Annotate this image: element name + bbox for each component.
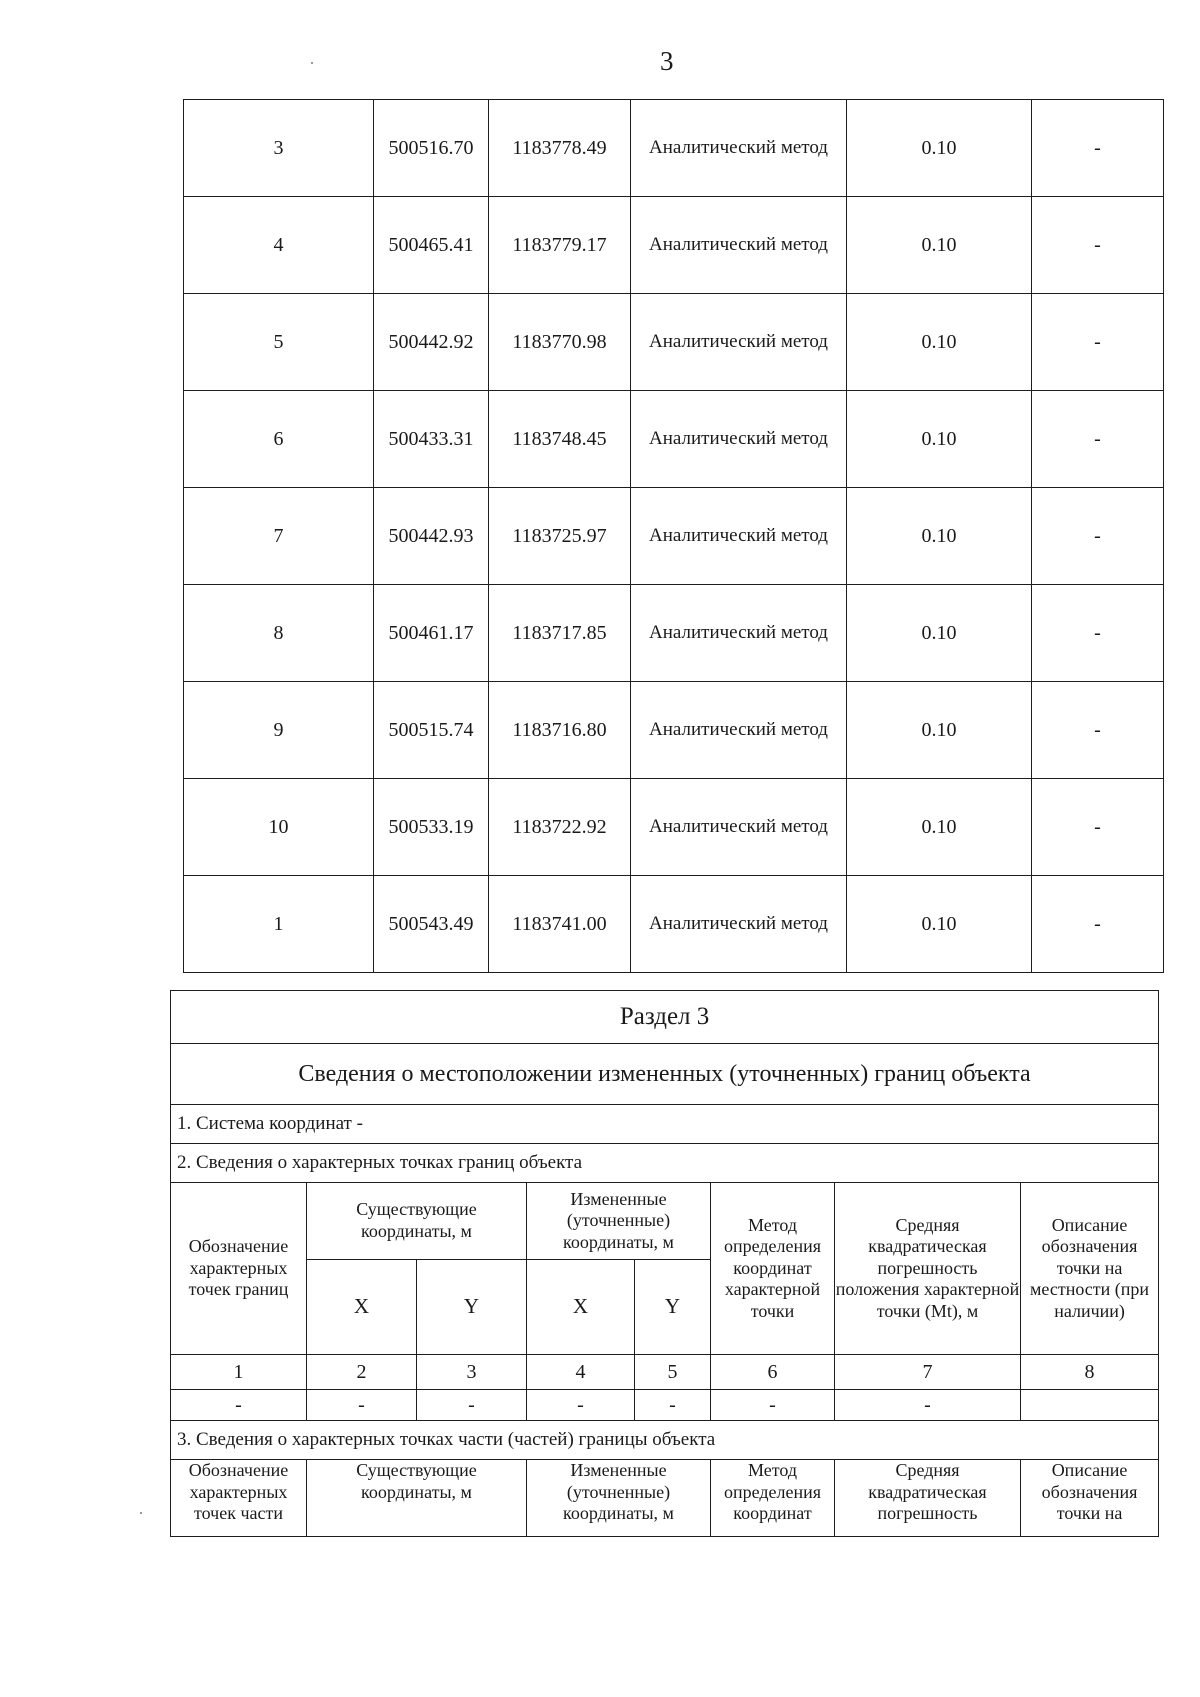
column-number: 3 xyxy=(417,1355,527,1390)
table-row xyxy=(184,876,1164,973)
y-cell: 1183770.98 xyxy=(489,294,631,391)
empty-cell: - xyxy=(835,1390,1021,1421)
y-cell: 1183722.92 xyxy=(489,779,631,876)
method-cell: Аналитический метод xyxy=(631,294,847,391)
column-number: 8 xyxy=(1021,1355,1159,1390)
points-heading: 2. Сведения о характерных точках границ объекта xyxy=(171,1144,1159,1183)
point-cell: 7 xyxy=(184,488,374,585)
point-cell: 3 xyxy=(184,100,374,197)
header-designation: Обозначение характерных точек границ xyxy=(171,1183,307,1355)
x-cell: 500465.41 xyxy=(374,197,489,294)
y-cell: 1183717.85 xyxy=(489,585,631,682)
description-cell: - xyxy=(1032,294,1164,391)
coordinates-table xyxy=(183,99,1164,973)
parts-header-designation: Обозначение характерных точек части xyxy=(171,1460,307,1537)
y-cell: 1183741.00 xyxy=(489,876,631,973)
method-cell: Аналитический метод xyxy=(631,197,847,294)
table-row xyxy=(184,294,1164,391)
y-cell: 1183778.49 xyxy=(489,100,631,197)
section-3-table xyxy=(170,990,1159,1537)
point-cell: 5 xyxy=(184,294,374,391)
section-title: Раздел 3 xyxy=(171,991,1159,1044)
coord-system-line: 1. Система координат - xyxy=(171,1105,1159,1144)
x-cell: 500543.49 xyxy=(374,876,489,973)
header-x: X xyxy=(307,1260,417,1355)
point-cell: 8 xyxy=(184,585,374,682)
column-number: 7 xyxy=(835,1355,1021,1390)
header-y: Y xyxy=(635,1260,711,1355)
point-cell: 10 xyxy=(184,779,374,876)
accuracy-cell: 0.10 xyxy=(847,294,1032,391)
empty-cell: - xyxy=(635,1390,711,1421)
method-cell: Аналитический метод xyxy=(631,876,847,973)
table-row xyxy=(184,779,1164,876)
description-cell: - xyxy=(1032,488,1164,585)
description-cell: - xyxy=(1032,682,1164,779)
point-cell: 9 xyxy=(184,682,374,779)
x-cell: 500433.31 xyxy=(374,391,489,488)
header-changed-coords: Измененные (уточненные) координаты, м xyxy=(527,1183,711,1260)
table-row xyxy=(184,682,1164,779)
column-number-row xyxy=(171,1355,1159,1390)
description-cell: - xyxy=(1032,779,1164,876)
accuracy-cell: 0.10 xyxy=(847,682,1032,779)
method-cell: Аналитический метод xyxy=(631,682,847,779)
table-row xyxy=(184,391,1164,488)
accuracy-cell: 0.10 xyxy=(847,488,1032,585)
empty-cell: - xyxy=(417,1390,527,1421)
x-cell: 500442.93 xyxy=(374,488,489,585)
header-method: Метод определения координат характерной точки xyxy=(711,1183,835,1355)
parts-header-changed: Измененные (уточненные) координаты, м xyxy=(527,1460,711,1537)
header-existing-coords: Существующие координаты, м xyxy=(307,1183,527,1260)
parts-header-description: Описание обозначения точки на xyxy=(1021,1460,1159,1537)
empty-cell: - xyxy=(171,1390,307,1421)
column-number: 1 xyxy=(171,1355,307,1390)
header-x: X xyxy=(527,1260,635,1355)
table-row xyxy=(184,488,1164,585)
table-row xyxy=(184,100,1164,197)
method-cell: Аналитический метод xyxy=(631,100,847,197)
parts-header-existing: Существующие координаты, м xyxy=(307,1460,527,1537)
accuracy-cell: 0.10 xyxy=(847,876,1032,973)
y-cell: 1183779.17 xyxy=(489,197,631,294)
scan-speck xyxy=(311,62,313,64)
column-number: 5 xyxy=(635,1355,711,1390)
description-cell: - xyxy=(1032,391,1164,488)
description-cell: - xyxy=(1032,100,1164,197)
scan-speck xyxy=(140,1512,142,1514)
table-row xyxy=(184,197,1164,294)
empty-cell: - xyxy=(307,1390,417,1421)
page-number: 3 xyxy=(660,46,674,76)
column-number: 4 xyxy=(527,1355,635,1390)
point-cell: 1 xyxy=(184,876,374,973)
header-y: Y xyxy=(417,1260,527,1355)
accuracy-cell: 0.10 xyxy=(847,100,1032,197)
section-subtitle: Сведения о местоположении измененных (уточненных) границ объекта xyxy=(171,1044,1159,1105)
parts-header-accuracy: Средняя квадратическая погрешность xyxy=(835,1460,1021,1537)
method-cell: Аналитический метод xyxy=(631,585,847,682)
x-cell: 500461.17 xyxy=(374,585,489,682)
method-cell: Аналитический метод xyxy=(631,391,847,488)
empty-cell xyxy=(1021,1390,1159,1421)
description-cell: - xyxy=(1032,876,1164,973)
accuracy-cell: 0.10 xyxy=(847,391,1032,488)
column-number: 6 xyxy=(711,1355,835,1390)
point-cell: 6 xyxy=(184,391,374,488)
description-cell: - xyxy=(1032,197,1164,294)
column-number: 2 xyxy=(307,1355,417,1390)
method-cell: Аналитический метод xyxy=(631,779,847,876)
accuracy-cell: 0.10 xyxy=(847,197,1032,294)
empty-cell: - xyxy=(711,1390,835,1421)
accuracy-cell: 0.10 xyxy=(847,585,1032,682)
description-cell: - xyxy=(1032,585,1164,682)
x-cell: 500515.74 xyxy=(374,682,489,779)
x-cell: 500442.92 xyxy=(374,294,489,391)
table-row xyxy=(171,1390,1159,1421)
header-description: Описание обозначения точки на местности (при наличии) xyxy=(1021,1183,1159,1355)
parts-heading: 3. Сведения о характерных точках части (частей) границы объекта xyxy=(171,1421,1159,1460)
point-cell: 4 xyxy=(184,197,374,294)
method-cell: Аналитический метод xyxy=(631,488,847,585)
table-row xyxy=(184,585,1164,682)
y-cell: 1183748.45 xyxy=(489,391,631,488)
header-accuracy: Средняя квадратическая погрешность положения характерной точки (Mt), м xyxy=(835,1183,1021,1355)
empty-cell: - xyxy=(527,1390,635,1421)
parts-header-method: Метод определения координат xyxy=(711,1460,835,1537)
accuracy-cell: 0.10 xyxy=(847,779,1032,876)
y-cell: 1183725.97 xyxy=(489,488,631,585)
x-cell: 500516.70 xyxy=(374,100,489,197)
y-cell: 1183716.80 xyxy=(489,682,631,779)
x-cell: 500533.19 xyxy=(374,779,489,876)
